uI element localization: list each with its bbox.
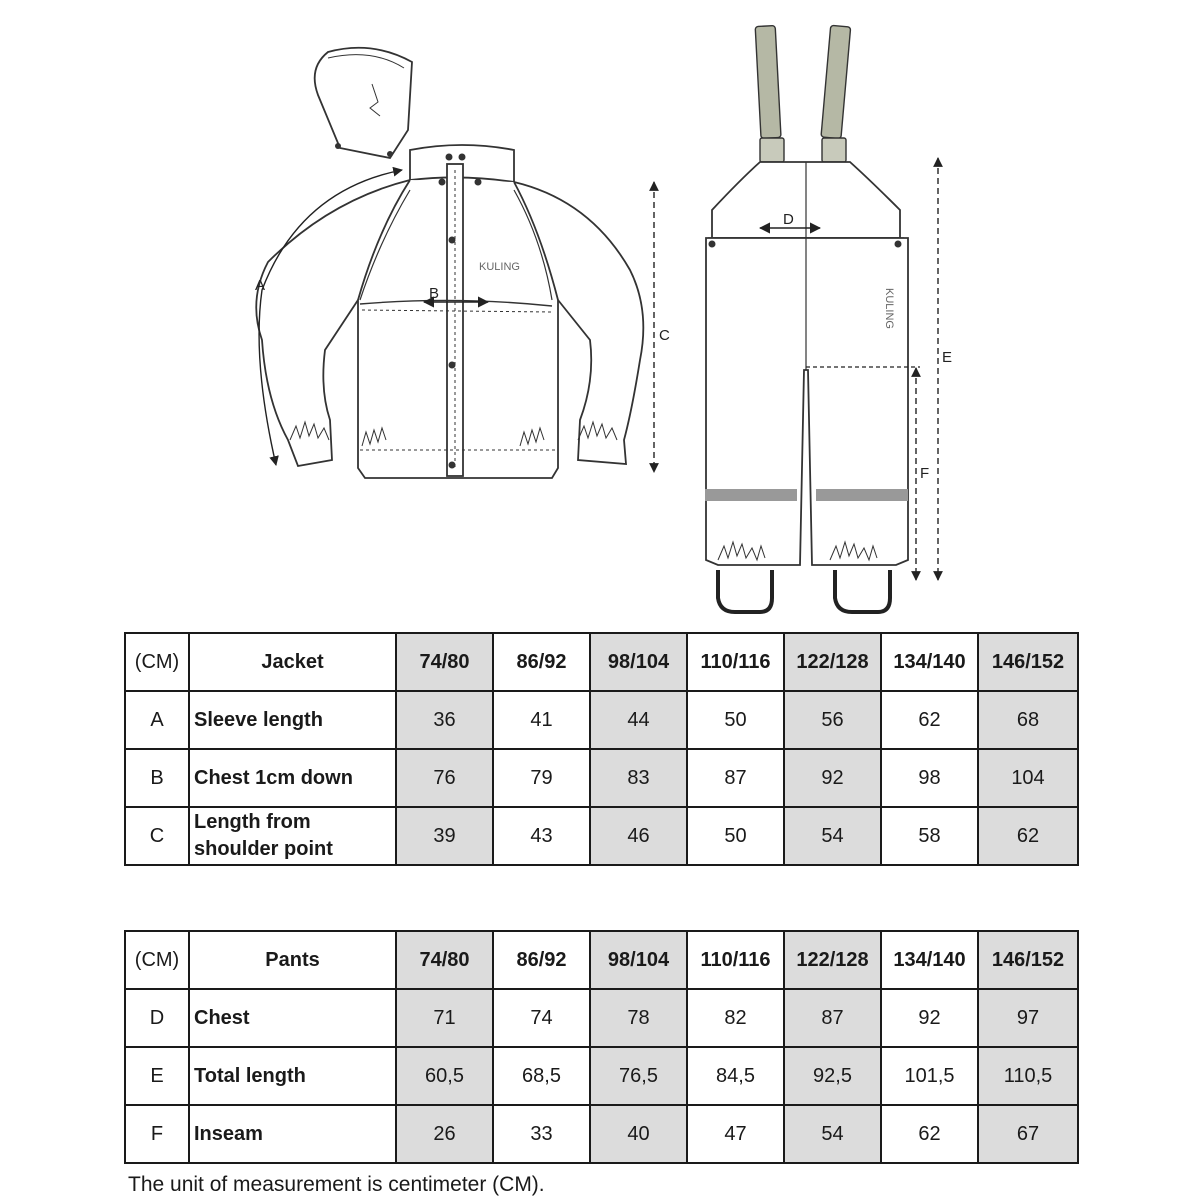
- size-header: 98/104: [590, 633, 687, 691]
- value-cell: 67: [978, 1105, 1078, 1163]
- size-header: 74/80: [396, 633, 493, 691]
- value-cell: 76,5: [590, 1047, 687, 1105]
- label-d: D: [783, 211, 794, 228]
- label-c: C: [659, 327, 670, 344]
- reflective-stripe-right: [816, 489, 908, 501]
- table-header-row: [125, 931, 1078, 989]
- table-row: [125, 1047, 1078, 1105]
- value-cell: 54: [784, 1105, 881, 1163]
- label-f: F: [920, 465, 930, 482]
- value-cell: 87: [687, 749, 784, 807]
- row-label: Length from shoulder point: [189, 807, 396, 865]
- suspender-straps: [755, 25, 850, 162]
- value-cell: 76: [396, 749, 493, 807]
- row-label: Total length: [189, 1047, 396, 1105]
- value-cell: 92: [881, 989, 978, 1047]
- row-label: Chest: [189, 989, 396, 1047]
- label-a: A: [255, 277, 266, 294]
- row-code: A: [125, 691, 189, 749]
- pants-size-table: [124, 930, 1079, 1164]
- table-row: [125, 1105, 1078, 1163]
- value-cell: 60,5: [396, 1047, 493, 1105]
- size-header: 110/116: [687, 633, 784, 691]
- label-b: B: [429, 285, 440, 302]
- row-code: E: [125, 1047, 189, 1105]
- value-cell: 104: [978, 749, 1078, 807]
- value-cell: 83: [590, 749, 687, 807]
- value-cell: 47: [687, 1105, 784, 1163]
- table-row: [125, 749, 1078, 807]
- row-label: Chest 1cm down: [189, 749, 396, 807]
- value-cell: 92,5: [784, 1047, 881, 1105]
- table-header-row: [125, 633, 1078, 691]
- size-header: 110/116: [687, 931, 784, 989]
- value-cell: 82: [687, 989, 784, 1047]
- value-cell: 79: [493, 749, 590, 807]
- foot-strap-right: [835, 570, 890, 612]
- reflective-stripe-left: [705, 489, 797, 501]
- value-cell: 62: [881, 691, 978, 749]
- size-header: 122/128: [784, 931, 881, 989]
- row-code: D: [125, 989, 189, 1047]
- value-cell: 36: [396, 691, 493, 749]
- table-row: [125, 807, 1078, 865]
- value-cell: 43: [493, 807, 590, 865]
- value-cell: 71: [396, 989, 493, 1047]
- pants-illustration: [705, 25, 908, 612]
- value-cell: 26: [396, 1105, 493, 1163]
- value-cell: 68,5: [493, 1047, 590, 1105]
- value-cell: 39: [396, 807, 493, 865]
- size-header: 86/92: [493, 633, 590, 691]
- value-cell: 33: [493, 1105, 590, 1163]
- value-cell: 50: [687, 691, 784, 749]
- table-row: [125, 691, 1078, 749]
- value-cell: 101,5: [881, 1047, 978, 1105]
- jacket-brand-logo: KULING: [479, 261, 520, 273]
- row-label: Inseam: [189, 1105, 396, 1163]
- size-header: 134/140: [881, 931, 978, 989]
- size-header: 146/152: [978, 931, 1078, 989]
- value-cell: 62: [978, 807, 1078, 865]
- jacket-illustration: [256, 48, 643, 478]
- unit-cell: (CM): [125, 931, 189, 989]
- value-cell: 54: [784, 807, 881, 865]
- value-cell: 62: [881, 1105, 978, 1163]
- label-e: E: [942, 349, 953, 366]
- value-cell: 92: [784, 749, 881, 807]
- size-header: 74/80: [396, 931, 493, 989]
- value-cell: 40: [590, 1105, 687, 1163]
- value-cell: 97: [978, 989, 1078, 1047]
- row-code: B: [125, 749, 189, 807]
- value-cell: 68: [978, 691, 1078, 749]
- size-header: 98/104: [590, 931, 687, 989]
- unit-footnote: The unit of measurement is centimeter (CM).: [128, 1173, 545, 1196]
- value-cell: 56: [784, 691, 881, 749]
- value-cell: 74: [493, 989, 590, 1047]
- size-header: 146/152: [978, 633, 1078, 691]
- size-header: 134/140: [881, 633, 978, 691]
- table-title: Pants: [189, 931, 396, 989]
- row-label: Sleeve length: [189, 691, 396, 749]
- value-cell: 98: [881, 749, 978, 807]
- value-cell: 78: [590, 989, 687, 1047]
- table-row: [125, 989, 1078, 1047]
- value-cell: 41: [493, 691, 590, 749]
- value-cell: 44: [590, 691, 687, 749]
- value-cell: 110,5: [978, 1047, 1078, 1105]
- pants-legs: [706, 238, 908, 565]
- value-cell: 84,5: [687, 1047, 784, 1105]
- size-header: 86/92: [493, 931, 590, 989]
- jacket-size-table: [124, 632, 1079, 866]
- foot-strap-left: [718, 570, 772, 612]
- value-cell: 58: [881, 807, 978, 865]
- value-cell: 50: [687, 807, 784, 865]
- value-cell: 87: [784, 989, 881, 1047]
- unit-cell: (CM): [125, 633, 189, 691]
- table-title: Jacket: [189, 633, 396, 691]
- value-cell: 46: [590, 807, 687, 865]
- pants-brand-logo: KULING: [883, 288, 895, 329]
- row-code: F: [125, 1105, 189, 1163]
- size-header: 122/128: [784, 633, 881, 691]
- row-code: C: [125, 807, 189, 865]
